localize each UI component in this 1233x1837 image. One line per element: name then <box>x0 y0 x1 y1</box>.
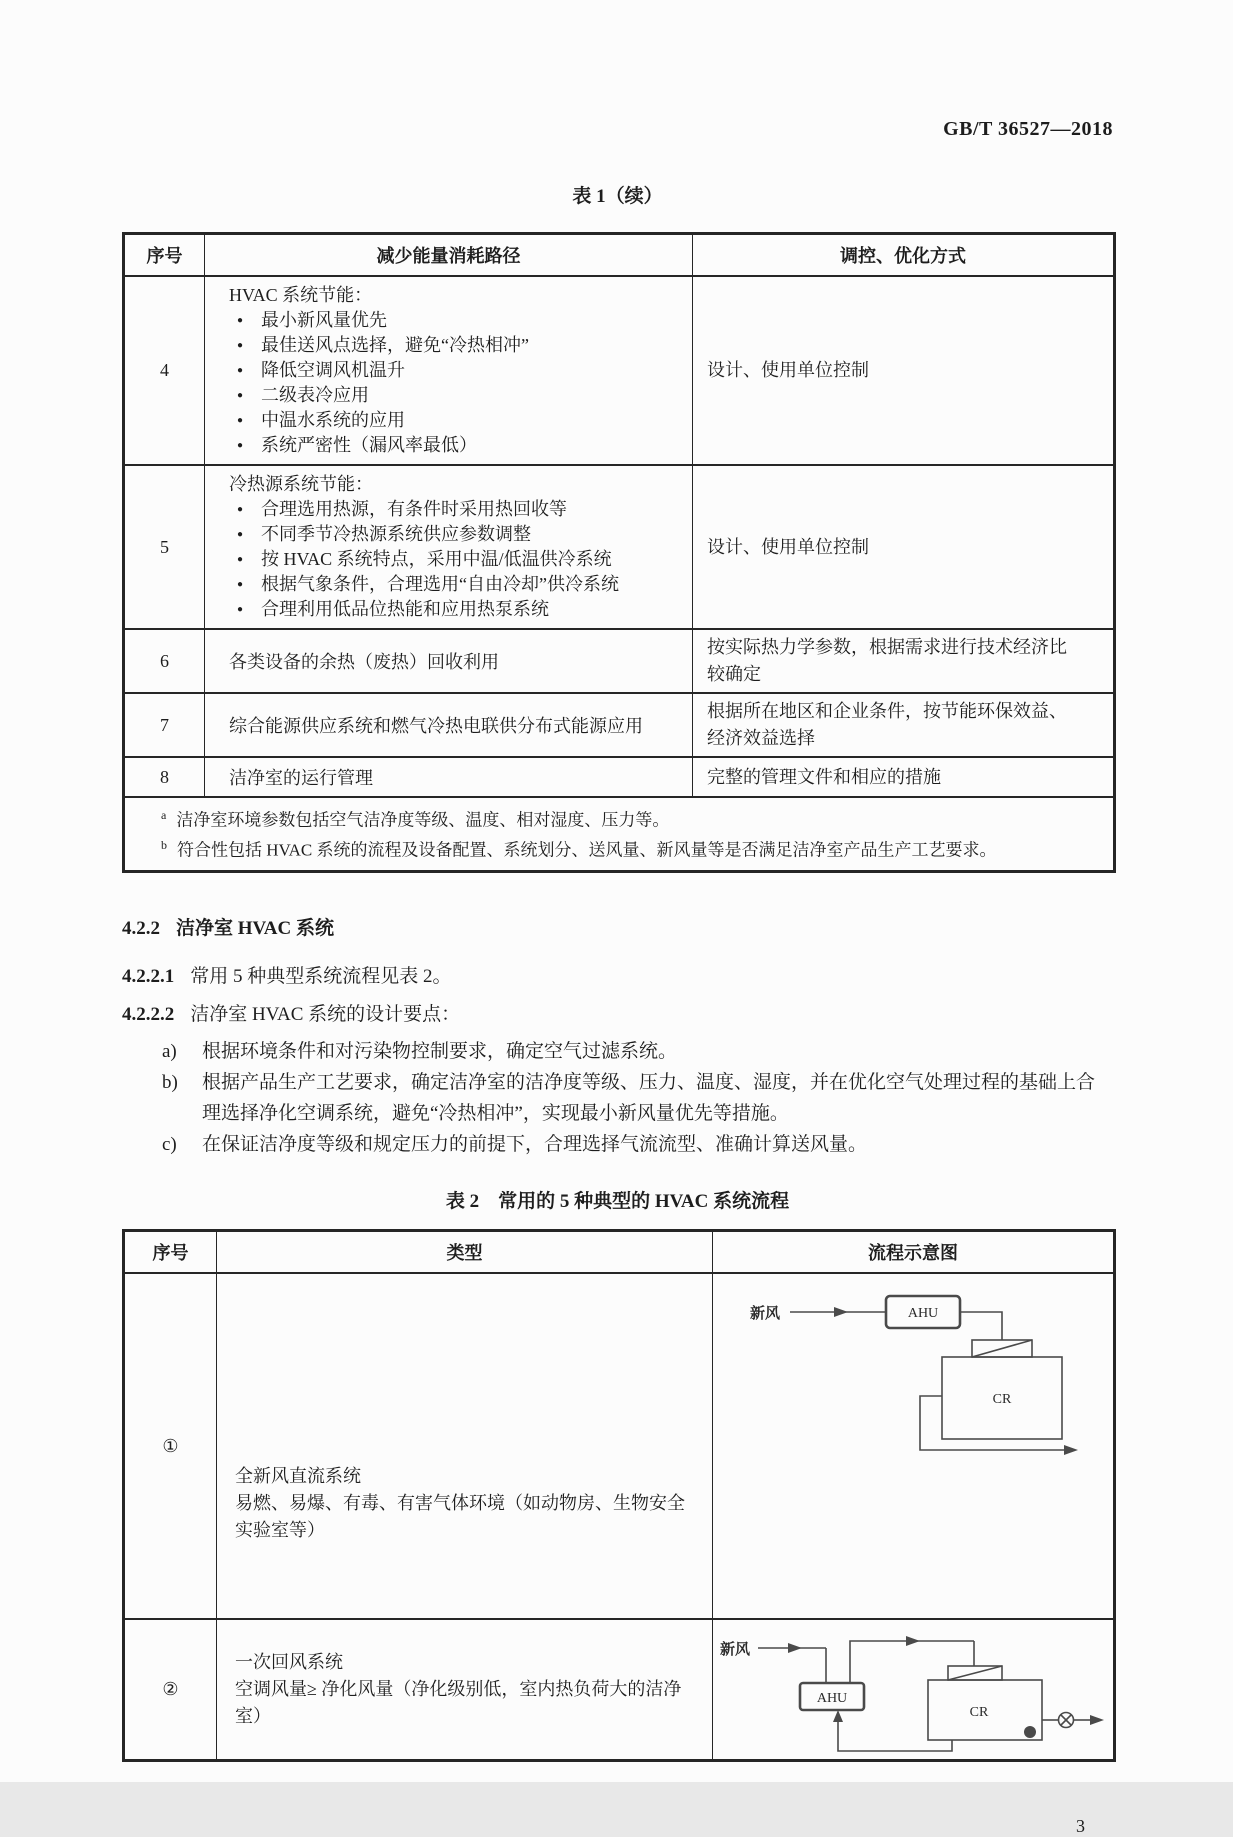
list-item <box>229 308 682 333</box>
clause-number: 4.2.2.2 <box>122 1004 175 1026</box>
method-cell: 设计、使用单位控制 <box>693 276 1115 465</box>
doc-number: GB/T 36527—2018 <box>943 118 1113 140</box>
method-cell: 完整的管理文件和相应的措施 <box>693 757 1115 797</box>
filter-diagonal <box>972 1340 1032 1357</box>
page-number: 3 <box>1076 1816 1085 1837</box>
table-row <box>124 465 1115 629</box>
item-marker: c) <box>162 1134 177 1156</box>
supply-duct <box>960 1312 1002 1340</box>
schematic-cell <box>713 1619 1115 1761</box>
list-item <box>229 597 682 622</box>
list-item <box>229 433 682 458</box>
bullet-text: 合理选用热源，有条件时采用热回收等 <box>261 499 567 519</box>
table2-header-row <box>124 1231 1115 1274</box>
bullet-icon: ● <box>237 579 244 590</box>
type-title: 一次回风系统 <box>235 1652 343 1673</box>
path-title: 冷热源系统节能： <box>229 474 373 494</box>
table1-col-method: 调控、优化方式 <box>693 234 1115 277</box>
row-number: 7 <box>124 693 205 757</box>
footnote-b <box>161 833 1097 863</box>
bullet-text: 合理利用低品位热能和应用热泵系统 <box>261 599 549 619</box>
bullet-text: 降低空调风机温升 <box>261 360 405 380</box>
path-title: HVAC 系统节能： <box>229 285 373 305</box>
path-cell: 各类设备的余热（废热）回收利用 <box>205 629 693 693</box>
flow-diagram-primary-return <box>718 1621 1108 1753</box>
exhaust-arrow-icon <box>1090 1715 1104 1725</box>
table-row <box>124 629 1115 693</box>
footnote-text: 洁净室环境参数包括空气洁净度等级、温度、相对湿度、压力等。 <box>176 810 670 830</box>
list-item <box>229 383 682 408</box>
section-number: 4.2.2 <box>122 918 160 940</box>
return-arrow-icon <box>833 1710 843 1722</box>
path-cell: 综合能源供应系统和燃气冷热电联供分布式能源应用 <box>205 693 693 757</box>
type-desc: 易燃、易爆、有毒、有害气体环境（如动物房、生物安全实验室等） <box>235 1492 685 1540</box>
table2-col-schematic: 流程示意图 <box>713 1231 1115 1274</box>
footnote-marker: b <box>161 837 167 852</box>
row-number: 6 <box>124 629 205 693</box>
clause-text: 常用 5 种典型系统流程见表 2。 <box>190 966 452 988</box>
row-number: 8 <box>124 757 205 797</box>
row-number: 4 <box>124 276 205 465</box>
footnote-cell <box>124 797 1115 872</box>
item-marker: b) <box>162 1072 178 1094</box>
row-number: ② <box>124 1619 217 1761</box>
bullet-icon: ● <box>237 340 244 351</box>
table2-col-type: 类型 <box>217 1231 713 1274</box>
table2-col-no: 序号 <box>124 1231 217 1274</box>
bullet-text: 中温水系统的应用 <box>261 410 405 430</box>
fan-icon <box>1024 1726 1036 1738</box>
ahu-label: AHU <box>907 1306 939 1322</box>
bullet-icon: ● <box>237 529 244 540</box>
table-row <box>124 693 1115 757</box>
list-item <box>229 497 682 522</box>
path-cell <box>205 465 693 629</box>
table-row <box>124 276 1115 465</box>
footnote-text: 符合性包括 HVAC 系统的流程及设备配置、系统划分、送风量、新风量等是否满足洁净室产品生产工艺要求。 <box>177 840 997 860</box>
bullet-icon: ● <box>237 390 244 401</box>
list-item <box>122 1129 1113 1160</box>
type-title: 全新风直流系统 <box>235 1465 361 1486</box>
ahu-label: AHU <box>816 1691 848 1707</box>
table-row <box>124 1273 1115 1619</box>
design-points-list <box>122 1036 1113 1160</box>
bullet-text: 不同季节冷热源系统供应参数调整 <box>261 524 531 544</box>
schematic-cell <box>713 1273 1115 1619</box>
type-desc: 空调风量≥ 净化风量（净化级别低，室内热负荷大的洁净室） <box>235 1679 682 1727</box>
path-cell: 洁净室的运行管理 <box>205 757 693 797</box>
type-cell <box>217 1619 713 1761</box>
clause-4-2-2-2 <box>122 1000 1113 1030</box>
table1-col-no: 序号 <box>124 234 205 277</box>
supply-duct <box>850 1641 974 1683</box>
fresh-air-label: 新风 <box>750 1306 781 1323</box>
list-item <box>229 522 682 547</box>
method-cell: 设计、使用单位控制 <box>693 465 1115 629</box>
item-text: 根据环境条件和对污染物控制要求，确定空气过滤系统。 <box>202 1041 678 1063</box>
filter-diagonal <box>948 1666 1002 1680</box>
flow-arrow-icon <box>834 1307 848 1317</box>
bullet-text: 最佳送风点选择，避免“冷热相冲” <box>261 335 529 355</box>
page-content <box>122 0 1113 1837</box>
exhaust-arrow-icon <box>1064 1445 1078 1455</box>
method-cell: 根据所在地区和企业条件，按节能环保效益、经济效益选择 <box>693 693 1115 757</box>
flow-arrow-icon <box>788 1643 802 1653</box>
bullet-text: 根据气象条件，合理选用“自由冷却”供冷系统 <box>261 574 619 594</box>
clause-4-2-2-1 <box>122 962 1113 992</box>
method-cell: 按实际热力学参数，根据需求进行技术经济比较确定 <box>693 629 1115 693</box>
list-item <box>229 408 682 433</box>
footnote-row <box>124 797 1115 872</box>
fresh-air-label: 新风 <box>720 1642 751 1659</box>
list-item <box>229 547 682 572</box>
table1-header-row <box>124 234 1115 277</box>
bullet-text: 最小新风量优先 <box>261 310 387 330</box>
table1-title: 表 1（续） <box>572 186 663 207</box>
table1 <box>122 232 1116 873</box>
type-cell <box>217 1273 713 1619</box>
table-row <box>124 1619 1115 1761</box>
cleanroom-label: CR <box>992 1392 1012 1408</box>
bullet-text: 系统严密性（漏风率最低） <box>261 435 477 455</box>
flow-arrow-icon <box>906 1636 920 1646</box>
section-4-2-2 <box>122 913 1113 1160</box>
list-item <box>229 572 682 597</box>
list-item <box>122 1036 1113 1067</box>
bullet-text: 二级表冷应用 <box>261 385 369 405</box>
section-title: 洁净室 HVAC 系统 <box>176 918 334 940</box>
table2 <box>122 1229 1116 1762</box>
bullet-icon: ● <box>237 415 244 426</box>
footnote-marker: a <box>161 808 167 822</box>
clause-text: 洁净室 HVAC 系统的设计要点： <box>190 1004 461 1026</box>
list-item <box>229 358 682 383</box>
row-number: 5 <box>124 465 205 629</box>
cleanroom-label: CR <box>969 1705 989 1721</box>
table2-title: 表 2 常用的 5 种典型的 HVAC 系统流程 <box>445 1191 790 1213</box>
bullet-icon: ● <box>237 315 244 326</box>
bullet-icon: ● <box>237 554 244 565</box>
footnote-a <box>161 803 1097 833</box>
clause-number: 4.2.2.1 <box>122 966 175 988</box>
path-cell <box>205 276 693 465</box>
list-item <box>229 333 682 358</box>
list-item <box>122 1067 1113 1129</box>
bullet-text: 按 HVAC 系统特点，采用中温/低温供冷系统 <box>261 549 612 569</box>
flow-diagram-once-through <box>748 1288 1078 1458</box>
bullet-icon: ● <box>237 365 244 376</box>
table1-col-path: 减少能量消耗路径 <box>205 234 693 277</box>
bullet-icon: ● <box>237 440 244 451</box>
return-duct <box>838 1717 952 1751</box>
section-heading <box>122 913 1113 940</box>
item-text: 在保证洁净度等级和规定压力的前提下，合理选择气流流型、准确计算送风量。 <box>202 1134 868 1156</box>
bullet-icon: ● <box>237 504 244 515</box>
bullet-icon: ● <box>237 604 244 615</box>
table-row <box>124 757 1115 797</box>
item-marker: a) <box>162 1041 177 1063</box>
row-number: ① <box>124 1273 217 1619</box>
item-text: 根据产品生产工艺要求，确定洁净室的洁净度等级、压力、温度、湿度，并在优化空气处理过程的基础上合理选择净化空调系统，避免“冷热相冲”，实现最小新风量优先等措施。 <box>202 1072 1096 1125</box>
